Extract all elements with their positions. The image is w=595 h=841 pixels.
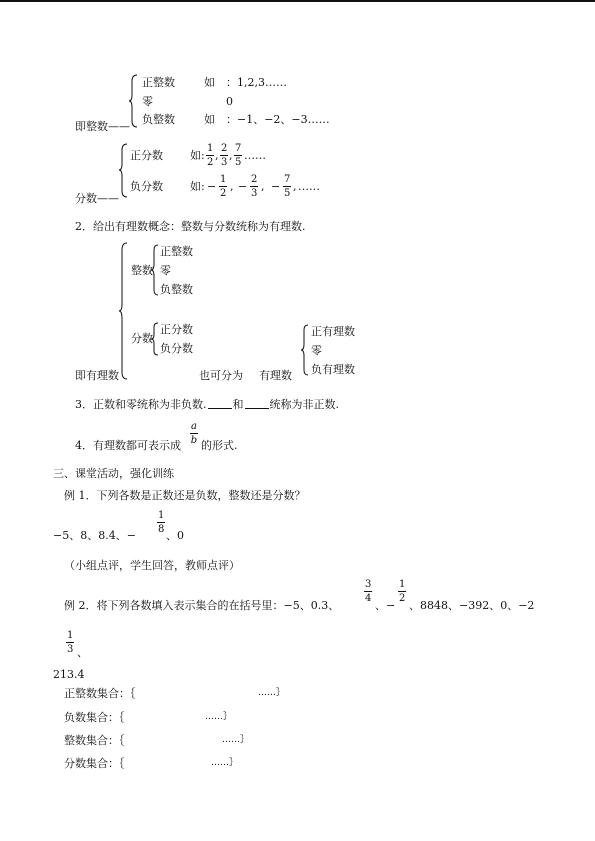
example-1-note: （小组点评，学生回答，教师点评） — [64, 559, 240, 572]
example-1-numbers: −5、8、8.4、− — [53, 529, 136, 542]
rational-integer-item-2: 零 — [160, 264, 171, 277]
set-negative-dots: ……｝ — [205, 712, 233, 722]
example-1-tail: 、0 — [166, 529, 184, 542]
integer-row-negative-label: 负整数 — [142, 113, 175, 126]
example-2-last: 213.4 — [53, 668, 85, 681]
fraction-positive-3: 7 5 — [235, 143, 242, 168]
fraction-brace — [118, 143, 130, 198]
set-negative-label: 负数集合：｛ — [64, 711, 125, 724]
item-3-blank-2[interactable] — [245, 399, 269, 409]
set-positive-integer-dots: ……｝ — [258, 688, 286, 698]
set-fraction-dots: ……｝ — [211, 758, 239, 768]
fraction-negative-label: 负分数 — [130, 180, 163, 193]
fraction-negative-2: 2 3 — [251, 174, 258, 199]
item-3-blank-1[interactable] — [208, 399, 232, 409]
fraction-positive-prefix: 如: — [190, 149, 205, 162]
fraction-positive-2: 2 3 — [221, 143, 228, 168]
fraction-negative-tail: …… — [298, 180, 320, 193]
fraction-negative-sep-2: , — [261, 180, 265, 193]
rational-fraction-label: 分数 — [131, 332, 153, 345]
integer-row-positive-example: ：1,2,3…… — [226, 76, 287, 89]
rational-alt-brace — [300, 324, 310, 376]
example-2-title: 例 2．将下列各数填入表示集合的在括号里：−5、0.3、 — [64, 599, 340, 612]
fraction-tree-lead: 分数—— — [75, 192, 119, 205]
fraction-negative-sep-1: , — [230, 180, 234, 193]
item-4-after: 的形式. — [201, 439, 238, 452]
example-1-title: 例 1．下列各数是正数还是负数，整数还是分数？ — [64, 489, 306, 502]
fraction-positive-sep-1: , — [215, 149, 219, 162]
integer-row-negative-prefix: 如 — [204, 113, 215, 126]
rational-fraction-item-2: 负分数 — [160, 342, 193, 355]
item-2-definition: 2．给出有理数概念：整数与分数统称为有理数. — [75, 220, 306, 233]
integer-tree-lead: 即整数—— — [75, 120, 130, 133]
example-2-fraction-3: 1 3 — [67, 630, 74, 655]
fraction-negative-sep-3: , — [293, 180, 297, 193]
example-2-fraction-2: 1 2 — [399, 579, 406, 604]
rational-outer-brace — [118, 242, 130, 380]
rational-integer-item-3: 负整数 — [160, 283, 193, 296]
fraction-negative-3: 7 5 — [284, 174, 291, 199]
fraction-negative-1: 1 2 — [220, 174, 227, 199]
example-2-mid-3: 、 — [77, 646, 88, 659]
integer-row-positive-prefix: 如 — [204, 76, 215, 89]
item-3-part-1: 3．正数和零统称为非负数. — [75, 398, 207, 411]
rational-alt-item-1: 正有理数 — [311, 325, 355, 338]
example-1-fraction: 1 8 — [158, 510, 165, 535]
fraction-positive-sep-2: , — [229, 149, 233, 162]
rational-fraction-item-1: 正分数 — [160, 323, 193, 336]
fraction-negative-sign-2: − — [238, 180, 248, 193]
item-3-part-3: 统称为非正数. — [269, 398, 339, 411]
integer-row-zero-example: 0 — [226, 95, 233, 108]
fraction-negative-sign-3: − — [271, 180, 281, 193]
fraction-positive-label: 正分数 — [130, 149, 163, 162]
item-4-before: 4．有理数都可表示成 — [75, 439, 181, 452]
integer-row-positive-label: 正整数 — [142, 76, 175, 89]
section-3-heading: 三、课堂活动，强化训练 — [53, 467, 174, 480]
set-fraction-label: 分数集合：｛ — [64, 757, 125, 770]
rational-alt-item-3: 负有理数 — [311, 363, 355, 376]
fraction-negative-sign-1: − — [207, 180, 217, 193]
rational-integer-item-1: 正整数 — [160, 245, 193, 258]
rational-alt-text: 也可分为 — [199, 369, 243, 382]
set-positive-integer-label: 正整数集合：｛ — [64, 687, 136, 700]
example-2-mid-1: 、− — [375, 599, 396, 612]
item-4-fraction: a b — [190, 421, 198, 446]
rational-tree-lead: 即有理数 — [75, 369, 119, 382]
integer-row-negative-example: ：−1、−2、−3…… — [226, 113, 330, 126]
item-3 — [75, 399, 339, 410]
example-2-mid-2: 、8848、−392、0、−2 — [409, 599, 535, 612]
rational-integer-label: 整数 — [131, 264, 153, 277]
example-2-fraction-1: 3 4 — [365, 579, 372, 604]
item-3-part-2: 和 — [232, 398, 244, 411]
rational-alt-item-2: 零 — [311, 344, 322, 357]
set-integer-label: 整数集合：｛ — [64, 734, 125, 747]
fraction-negative-prefix: 如: — [190, 180, 205, 193]
page-top-rule — [0, 0, 595, 2]
integer-row-zero-label: 零 — [142, 95, 153, 108]
fraction-positive-1: 1 2 — [207, 143, 214, 168]
rational-alt-lead: 有理数 — [259, 369, 292, 382]
fraction-positive-tail: …… — [244, 149, 266, 162]
set-integer-dots: ……｝ — [222, 735, 250, 745]
